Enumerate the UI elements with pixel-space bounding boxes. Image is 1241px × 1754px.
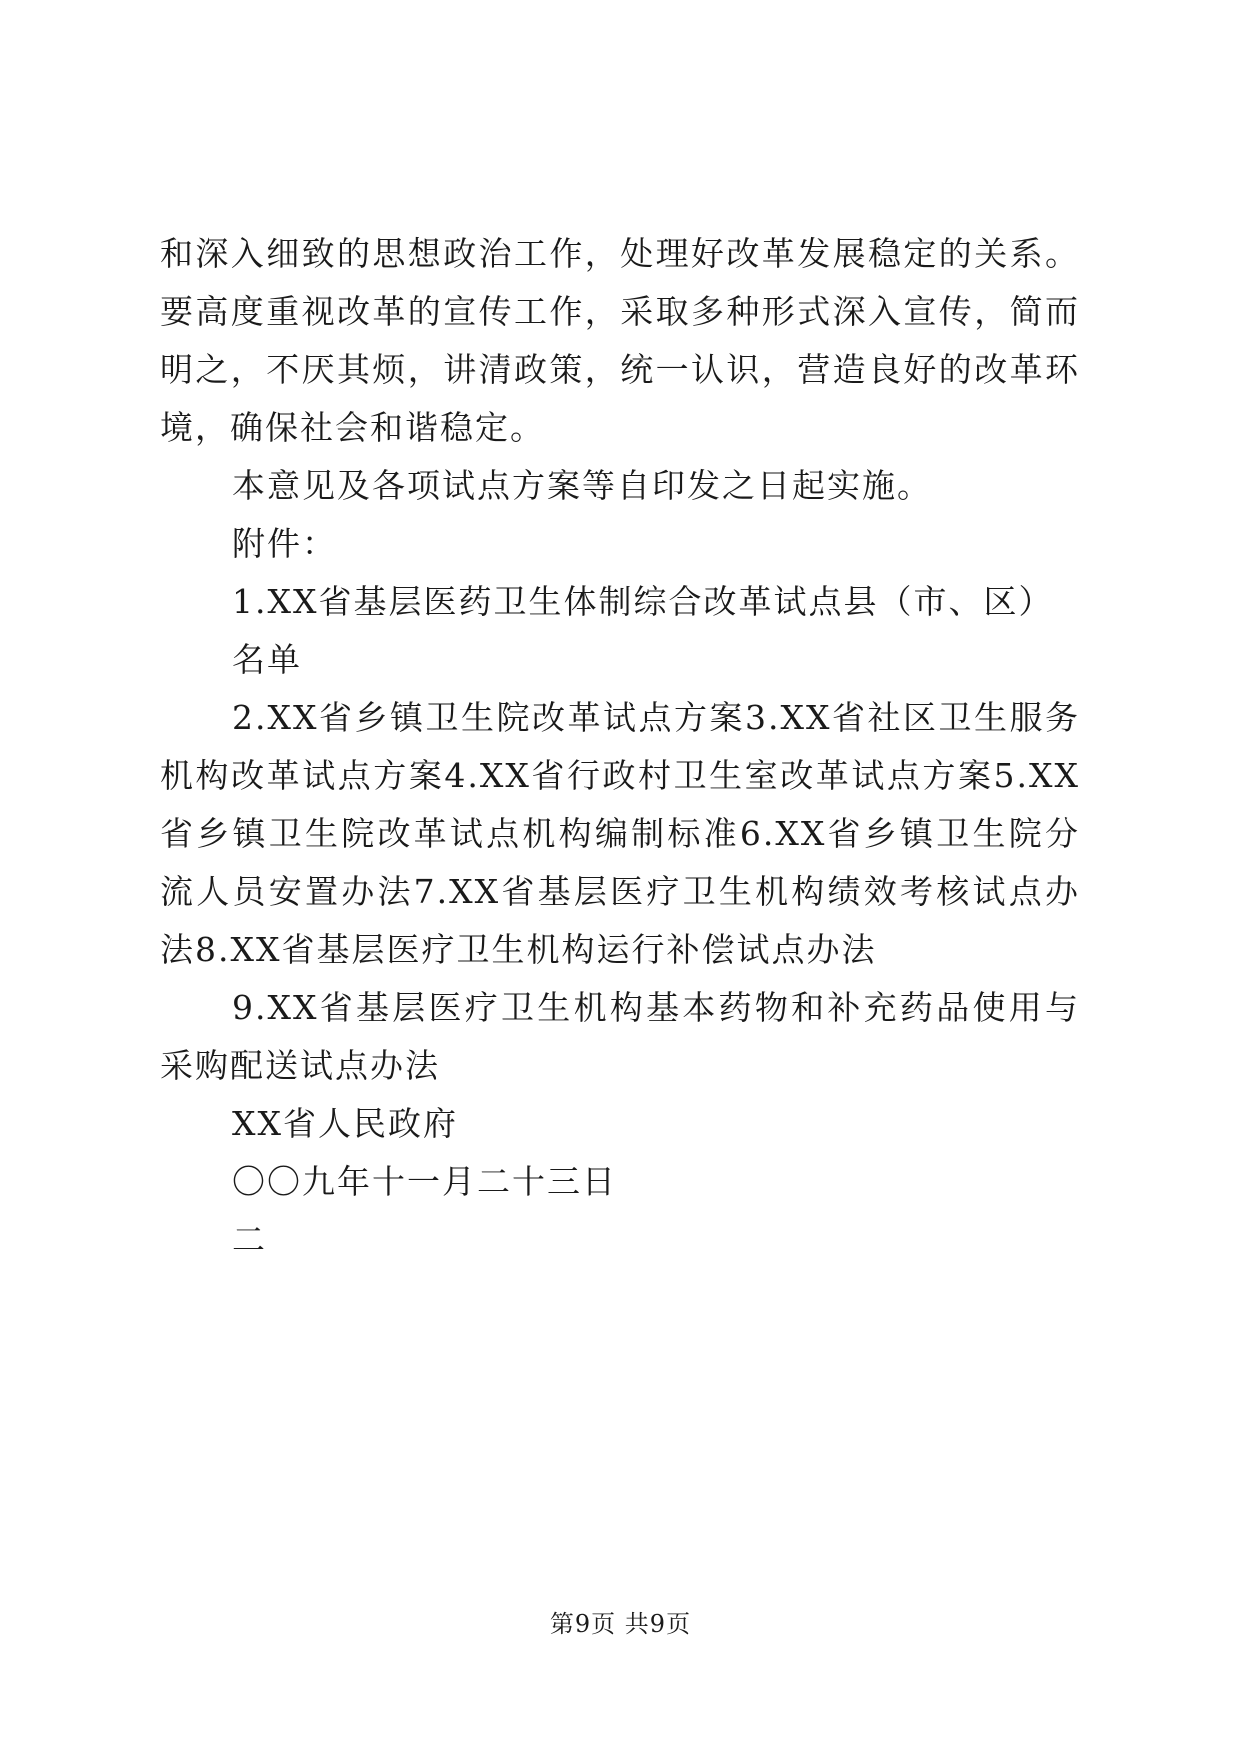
trailing-character: 二: [232, 1220, 267, 1259]
attachment-item-9: 9.XX省基层医疗卫生机构基本药物和补充药品使用与采购配送试点办法: [160, 988, 1080, 1085]
paragraph-effective-date: 本意见及各项试点方案等自印发之日起实施。: [232, 466, 932, 505]
paragraph-attachments-heading: 附件：: [232, 524, 337, 563]
attachment-items-2-8: 2.XX省乡镇卫生院改革试点方案3.XX省社区卫生服务机构改革试点方案4.XX省行政村卫生室改革试点方案5.XX省乡镇卫生院改革试点机构编制标准6.XX省乡镇卫生院分流人员安置办法7.XX省基层医疗卫生机构绩效考核试点办法8.XX省基层医疗卫生机构运行补偿试点办法: [160, 698, 1080, 969]
signature-organization: XX省人民政府: [232, 1104, 458, 1143]
document-body: [160, 225, 1080, 1269]
paragraph-work-continuation: 和深入细致的思想政治工作，处理好改革发展稳定的关系。要高度重视改革的宣传工作，采取多种形式深入宣传，简而明之，不厌其烦，讲清政策，统一认识，营造良好的改革环境，确保社会和谐稳定。: [160, 234, 1080, 447]
attachment-item-1: 1.XX省基层医药卫生体制综合改革试点县（市、区）: [232, 582, 1054, 621]
page-number-footer: 第9页 共9页: [549, 1610, 692, 1638]
attachment-item-1-continued: 名单: [232, 640, 302, 679]
signature-date: 〇〇九年十一月二十三日: [232, 1162, 617, 1201]
